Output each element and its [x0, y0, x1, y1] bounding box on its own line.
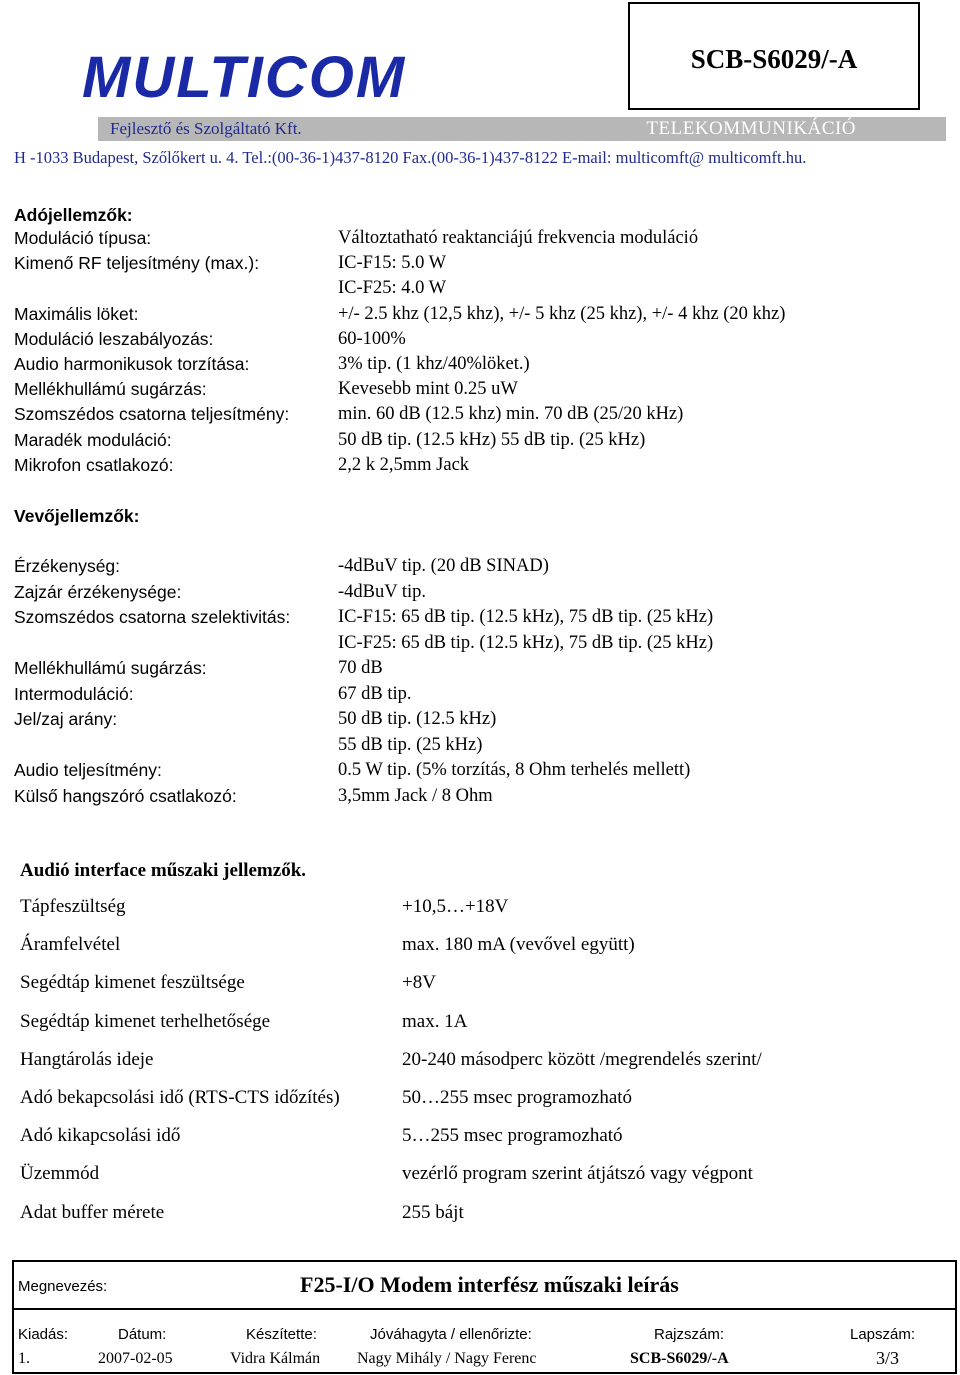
company-subtitle: Fejlesztő és Szolgáltató Kft. — [110, 119, 302, 138]
transmitter-title: Adójellemzők: — [14, 205, 133, 225]
page-value: 3/3 — [876, 1348, 900, 1368]
rx-spec-label: Érzékenység: — [14, 556, 121, 576]
tx-spec-label: Audio harmonikusok torzítása: — [14, 354, 250, 374]
approver-value: Nagy Mihály / Nagy Ferenc — [357, 1350, 537, 1367]
rx-spec-value: 50 dB tip. (12.5 kHz) — [338, 709, 497, 729]
ai-spec-label: Üzemmód — [20, 1163, 100, 1185]
ai-spec-label: Adó kikapcsolási idő — [20, 1125, 181, 1147]
rx-spec-value: 67 dB tip. — [338, 683, 412, 704]
tx-spec-label: Moduláció leszabályozás: — [14, 328, 214, 349]
drawing-label: Rajzszám: — [654, 1326, 725, 1343]
date-label: Dátum: — [118, 1326, 167, 1343]
tx-spec-value: 50 dB tip. (12.5 kHz) 55 dB tip. (25 kHz) — [338, 429, 646, 450]
rx-spec-value: -4dBuV tip. — [338, 581, 427, 602]
ai-spec-value: +10,5…+18V — [402, 896, 509, 917]
rx-spec-value: 3,5mm Jack / 8 Ohm — [338, 785, 493, 806]
ai-spec-label: Hangtárolás ideje — [20, 1048, 154, 1070]
tx-spec-value: 2,2 k 2,5mm Jack — [338, 454, 470, 475]
ai-spec-value: 255 bájt — [402, 1201, 464, 1223]
ai-spec-label: Tápfeszültség — [20, 896, 126, 917]
contact-line: H -1033 Budapest, Szőlőkert u. 4. Tel.:(00-36-1)437-8120 Fax.(00-36-1)437-8122 E-mail: multicomft@ multicomft.hu. — [14, 148, 807, 167]
ai-spec-value: 50…255 msec programozható — [402, 1087, 633, 1108]
drawing-value: SCB-S6029/-A — [630, 1350, 729, 1367]
rx-spec-label: Szomszédos csatorna szelektivitás: — [14, 607, 291, 627]
rx-spec-label: Jel/zaj arány: — [14, 709, 118, 729]
tx-spec-value: 60-100% — [338, 328, 406, 349]
approver-label: Jóváhagyta / ellenőrizte: — [370, 1326, 532, 1343]
rx-spec-value: 70 dB — [338, 658, 383, 678]
issue-label: Kiadás: — [18, 1326, 69, 1343]
ai-spec-label: Adó bekapcsolási idő (RTS-CTS időzítés) — [20, 1087, 340, 1108]
divider — [14, 1308, 955, 1310]
rx-spec-value: IC-F15: 65 dB tip. (12.5 kHz), 75 dB tip. (25 kHz) — [338, 607, 714, 627]
tx-spec-label: Mikrofon csatlakozó: — [14, 454, 174, 475]
doc-number-box — [628, 2, 920, 110]
tx-spec-label: Maximális löket: — [14, 303, 139, 324]
rx-spec-label: Mellékhullámú sugárzás: — [14, 658, 207, 678]
tx-spec-value: IC-F15: 5.0 W — [338, 253, 447, 274]
name-label: Megnevezés: — [18, 1278, 108, 1295]
issue-value: 1. — [18, 1350, 30, 1367]
audio-interface-title: Audió interface műszaki jellemzők. — [20, 860, 307, 881]
tx-spec-label: Mellékhullámú sugárzás: — [14, 379, 207, 400]
ai-spec-label: Áramfelvétel — [20, 934, 121, 956]
department-label: TELEKOMMUNIKÁCIÓ — [646, 118, 856, 139]
tx-spec-value: 3% tip. (1 khz/40%löket.) — [338, 354, 530, 374]
rx-spec-value: IC-F25: 65 dB tip. (12.5 kHz), 75 dB tip. (25 kHz) — [338, 632, 714, 653]
page-label: Lapszám: — [850, 1326, 916, 1343]
header-ribbon — [98, 117, 946, 141]
receiver-title: Vevőjellemzők: — [14, 506, 140, 526]
tx-spec-value: IC-F25: 4.0 W — [338, 278, 447, 299]
ai-spec-value: vezérlő program szerint átjátszó vagy végpont — [402, 1163, 753, 1185]
tx-spec-label: Maradék moduláció: — [14, 429, 172, 450]
tx-spec-value: +/- 2.5 khz (12,5 khz), +/- 5 khz (25 khz), +/- 4 khz (20 khz) — [338, 303, 786, 324]
author-label: Készítette: — [246, 1326, 317, 1343]
ai-spec-value: +8V — [402, 972, 436, 994]
tx-spec-label: Moduláció típusa: — [14, 228, 152, 248]
doc-title: F25-I/O Modem interfész műszaki leírás — [300, 1272, 679, 1297]
rx-spec-label: Intermoduláció: — [14, 683, 134, 704]
rx-spec-label: Külső hangszóró csatlakozó: — [14, 785, 237, 806]
rx-spec-label: Zajzár érzékenysége: — [14, 581, 182, 602]
ai-spec-label: Segédtáp kimenet terhelhetősége — [20, 1010, 271, 1032]
tx-spec-value: min. 60 dB (12.5 khz) min. 70 dB (25/20 kHz) — [338, 404, 684, 425]
rx-spec-value: 55 dB tip. (25 kHz) — [338, 734, 483, 755]
tx-spec-label: Szomszédos csatorna teljesítmény: — [14, 404, 290, 425]
rx-spec-value: 0.5 W tip. (5% torzítás, 8 Ohm terhelés mellett) — [338, 760, 691, 780]
ai-spec-label: Segédtáp kimenet feszültsége — [20, 972, 245, 994]
ai-spec-value: max. 1A — [402, 1010, 468, 1032]
author-value: Vidra Kálmán — [230, 1350, 321, 1367]
rx-spec-label: Audio teljesítmény: — [14, 760, 162, 780]
title-block — [12, 1260, 957, 1374]
doc-number: SCB-S6029/-A — [690, 44, 858, 74]
logo-text: MULTICOM — [82, 45, 407, 110]
tx-spec-value: Kevesebb mint 0.25 uW — [338, 379, 518, 400]
ai-spec-value: 20-240 másodperc között /megrendelés szerint/ — [402, 1048, 762, 1070]
tx-spec-label: Kimenő RF teljesítmény (max.): — [14, 253, 260, 274]
rx-spec-value: -4dBuV tip. (20 dB SINAD) — [338, 556, 549, 576]
ai-spec-value: max. 180 mA (vevővel együtt) — [402, 934, 635, 956]
ai-spec-label: Adat buffer mérete — [20, 1201, 165, 1223]
company-logo — [70, 38, 407, 110]
tx-spec-value: Változtatható reaktanciájú frekvencia moduláció — [338, 228, 699, 248]
date-value: 2007-02-05 — [98, 1350, 173, 1367]
ai-spec-value: 5…255 msec programozható — [402, 1125, 623, 1147]
